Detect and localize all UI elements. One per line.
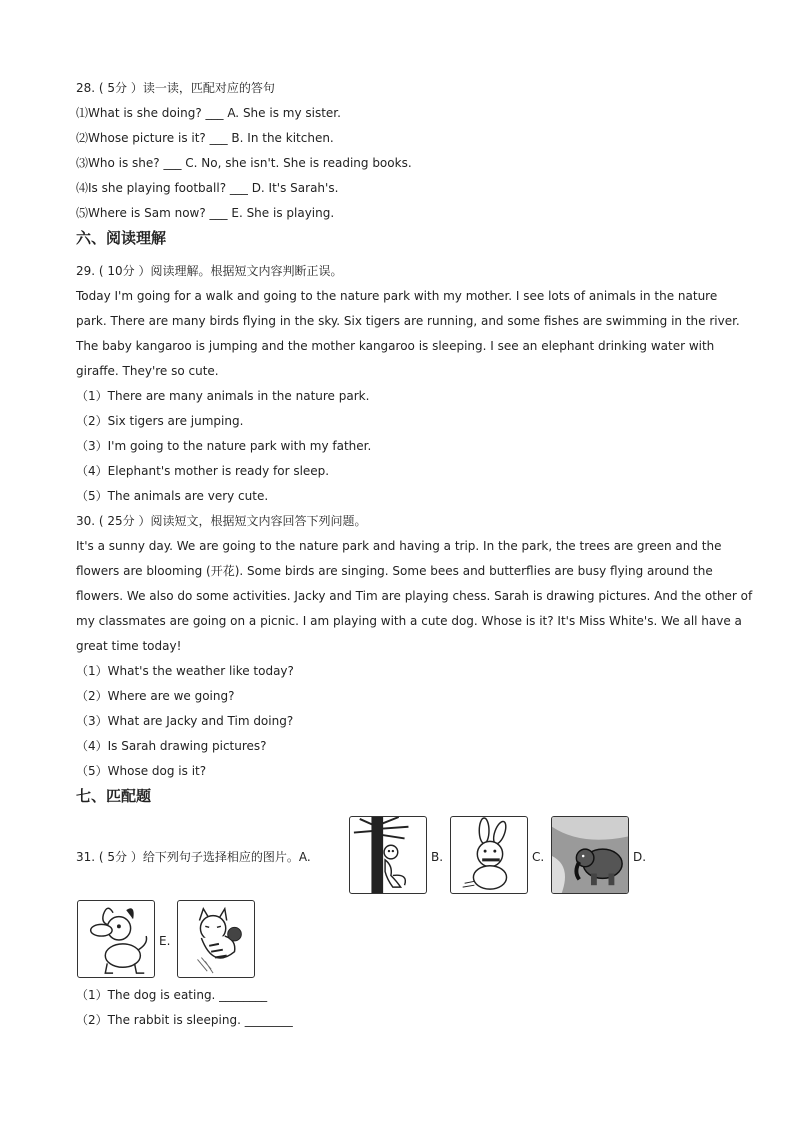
q28-item-2: ⑵Whose picture is it? ___ B. In the kitchen. [76, 131, 334, 145]
q29-title: 29. ( 10分 ）阅读理解。根据短文内容判断正误。 [76, 264, 343, 278]
section-7-heading: 七、匹配题 [76, 787, 152, 805]
q29-item-5: （5）The animals are very cute. [76, 489, 269, 503]
q30-item-5: （5）Whose dog is it? [76, 764, 207, 778]
monkey-tree-icon [350, 817, 426, 893]
q30-title: 30. ( 25分 ）阅读短文，根据短文内容回答下列问题。 [76, 514, 367, 528]
q28-item-1: ⑴What is she doing? ___ A. She is my sister. [76, 106, 341, 120]
picture-b-rabbit[interactable] [450, 816, 528, 894]
elephant-icon [552, 817, 628, 893]
q30-item-4: （4）Is Sarah drawing pictures? [76, 739, 267, 753]
section-6-heading: 六、阅读理解 [76, 229, 167, 247]
q30-passage-line-2: flowers are blooming (开花). Some birds are singing. Some bees and butterflies are busy flying around the [76, 564, 713, 578]
q28-item-4: ⑷Is she playing football? ___ D. It's Sarah's. [76, 181, 339, 195]
q30-item-1: （1）What's the weather like today? [76, 664, 294, 678]
q30-item-3: （3）What are Jacky and Tim doing? [76, 714, 294, 728]
q31-item-1: （1）The dog is eating. ________ [76, 988, 268, 1002]
q29-passage-line-3: The baby kangaroo is jumping and the mother kangaroo is sleeping. I see an elephant drinking water with [76, 339, 715, 353]
q30-item-2: （2）Where are we going? [76, 689, 235, 703]
q30-passage-line-3: flowers. We also do some activities. Jacky and Tim are playing chess. Sarah is drawing pictures. And the other of [76, 589, 753, 603]
q31-title: 31. ( 5分 ）给下列句子选择相应的图片。A. [76, 850, 311, 864]
q28-item-5: ⑸Where is Sam now? ___ E. She is playing. [76, 206, 335, 220]
q29-item-1: （1）There are many animals in the nature park. [76, 389, 370, 403]
q28-title: 28. ( 5分 ）读一读，匹配对应的答句 [76, 81, 275, 95]
picture-a-monkey-tree[interactable] [349, 816, 427, 894]
q30-passage-line-4: my classmates are going on a picnic. I am playing with a cute dog. Whose is it? It's Miss White's. We all have a [76, 614, 742, 628]
q29-item-2: （2）Six tigers are jumping. [76, 414, 244, 428]
q28-item-3: ⑶Who is she? ___ C. No, she isn't. She is reading books. [76, 156, 412, 170]
q30-passage-line-1: It's a sunny day. We are going to the nature park and having a trip. In the park, the trees are green and the [76, 539, 722, 553]
q29-passage-line-2: park. There are many birds flying in the sky. Six tigers are running, and some fishes are swimming in the river. [76, 314, 740, 328]
q29-item-3: （3）I'm going to the nature park with my father. [76, 439, 372, 453]
cat-sleeping-icon [178, 901, 254, 977]
picture-c-elephant[interactable] [551, 816, 629, 894]
dog-eating-icon [78, 901, 154, 977]
picture-label-e: E. [159, 934, 171, 948]
picture-e-cat[interactable] [177, 900, 255, 978]
q31-item-2: （2）The rabbit is sleeping. ________ [76, 1013, 293, 1027]
q29-item-4: （4）Elephant's mother is ready for sleep. [76, 464, 330, 478]
q30-passage-line-5: great time today! [76, 639, 182, 653]
q29-passage-line-4: giraffe. They're so cute. [76, 364, 219, 378]
q29-passage-line-1: Today I'm going for a walk and going to the nature park with my mother. I see lots of animals in the nature [76, 289, 718, 303]
rabbit-eating-icon [451, 817, 527, 893]
picture-label-b: B. [431, 850, 444, 864]
picture-d-dog[interactable] [77, 900, 155, 978]
picture-label-d: D. [633, 850, 647, 864]
picture-label-c: C. [532, 850, 545, 864]
